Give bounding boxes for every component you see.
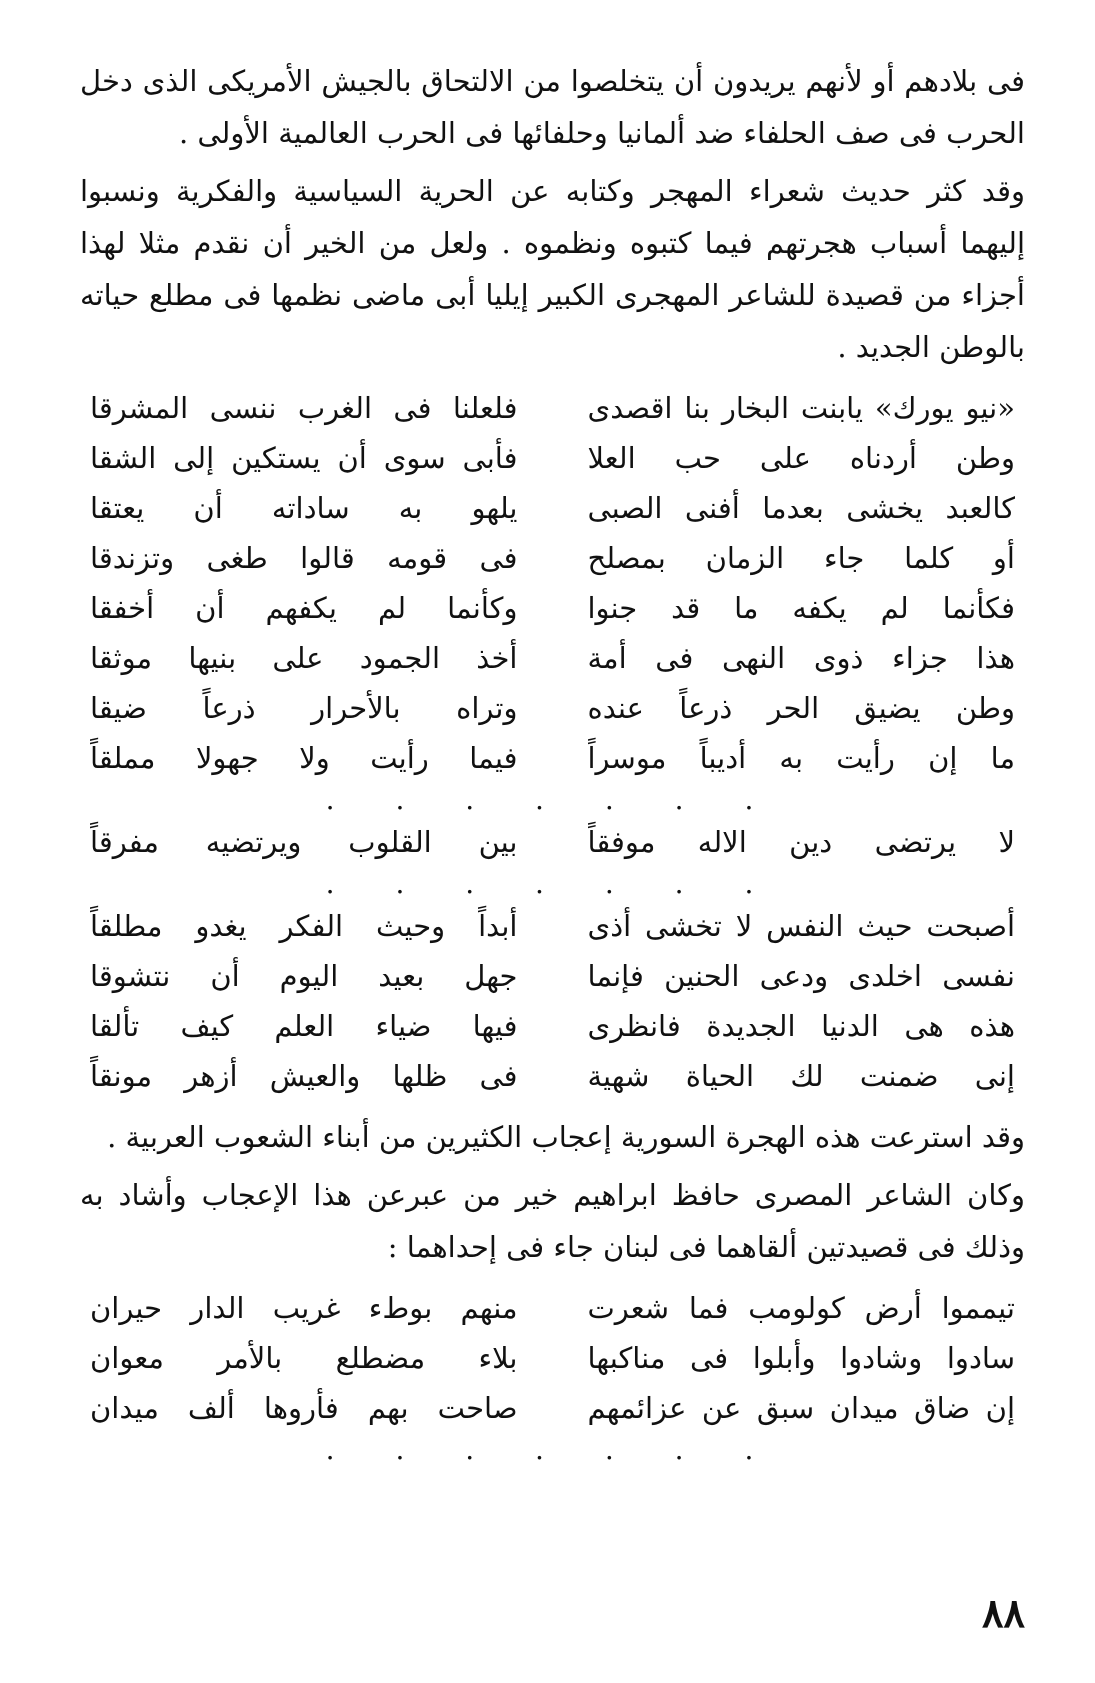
verse-right: ما إن رأيت به أديباً موسراً xyxy=(587,741,1015,775)
verse-left: جهل بعيد اليوم أن نتشوقا xyxy=(90,959,518,993)
paragraph-admiration: وقد استرعت هذه الهجرة السورية إعجاب الكثيرين من أبناء الشعوب العربية . xyxy=(107,1120,1025,1154)
verse-right: تيمموا أرض كولومب فما شعرت xyxy=(587,1291,1015,1325)
verse-right: هذا جزاء ذوى النهى فى أمة xyxy=(587,641,1015,675)
verse-left: فيها ضياء العلم كيف تألقا xyxy=(90,1009,518,1043)
paragraph-hafez: وكان الشاعر المصرى حافظ ابراهيم خير من عبرعن هذا الإعجاب وأشاد به وذلك فى قصيدتين ألقاهما فى لبنان جاء فى إحداهما : xyxy=(80,1178,1025,1264)
poem-hafez xyxy=(90,1283,1015,1467)
ellipsis-separator: . . . . . . . xyxy=(325,1433,780,1466)
verse-right: أصبحت حيث النفس لا تخشى أذى xyxy=(587,909,1015,943)
verse-left: فى قومه قالوا طغى وتزندقا xyxy=(90,541,518,575)
verse-left: فلعلنا فى الغرب ننسى المشرقا xyxy=(90,391,518,425)
verse-right: فكأنما لم يكفه ما قد جنوا xyxy=(587,591,1015,625)
verse-right: وطن أردناه على حب العلا xyxy=(587,441,1015,475)
verse-right: «نيو يورك» يابنت البخار بنا اقصدى xyxy=(587,391,1015,425)
verse-right: إن ضاق ميدان سبق عن عزائمهم xyxy=(587,1391,1015,1425)
verse-right: وطن يضيق الحر ذرعاً عنده xyxy=(587,691,1015,725)
paragraph-intro: فى بلادهم أو لأنهم يريدون أن يتخلصوا من الالتحاق بالجيش الأمريكى الذى دخل الحرب فى صف الحلفاء ضد ألمانيا وحلفائها فى الحرب العالمية الأولى . xyxy=(80,64,1025,150)
page-number: ٨٨ xyxy=(982,1590,1025,1637)
verse-left: صاحت بهم فأروها ألف ميدان xyxy=(90,1391,518,1425)
verse-right: لا يرتضى دين الاله موفقاً xyxy=(587,825,1015,859)
verse-left: أبداً وحيث الفكر يغدو مطلقاً xyxy=(90,909,518,943)
verse-left: بين القلوب ويرتضيه مفرقاً xyxy=(90,825,518,859)
verse-right: كالعبد يخشى بعدما أفنى الصبى xyxy=(587,491,1015,525)
verse-right: نفسى اخلدى ودعى الحنين فإنما xyxy=(587,959,1015,993)
verse-left: فأبى سوى أن يستكين إلى الشقا xyxy=(90,441,518,475)
verse-left: يلهو به ساداته أن يعتقا xyxy=(90,491,518,525)
verse-right: إنى ضمنت لك الحياة شهية xyxy=(587,1059,1015,1093)
ellipsis-separator: . . . . . . . xyxy=(325,867,780,900)
ellipsis-separator: . . . . . . . xyxy=(325,783,780,816)
verse-right: هذه هى الدنيا الجديدة فانظرى xyxy=(587,1009,1015,1043)
verse-left: منهم بوطء غريب الدار حيران xyxy=(90,1291,518,1325)
verse-left: وتراه بالأحرار ذرعاً ضيقا xyxy=(90,691,518,725)
verse-right: سادوا وشادوا وأبلوا فى مناكبها xyxy=(587,1341,1015,1375)
verse-left: بلاء مضطلع بالأمر معوان xyxy=(90,1341,518,1375)
verse-left: فيما رأيت ولا جهولا مملقاً xyxy=(90,741,518,775)
verse-left: أخذ الجمود على بنيها موثقا xyxy=(90,641,518,675)
verse-left: وكأنما لم يكفهم أن أخفقا xyxy=(90,591,518,625)
verse-right: أو كلما جاء الزمان بمصلح xyxy=(587,541,1015,575)
paragraph-freedom: وقد كثر حديث شعراء المهجر وكتابه عن الحرية السياسية والفكرية ونسبوا إليهما أسباب هجرتهم فيما كتبوه ونظموه . ولعل من الخير أن نقدم مثلا لهذا أجزاء من قصيدة للشاعر المهجرى الكبير إيليا أبى ماضى نظمها فى مطلع حياته بالوطن الجديد . xyxy=(80,174,1025,364)
verse-left: فى ظلها والعيش أزهر مونقاً xyxy=(90,1059,518,1093)
poem-new-york xyxy=(90,383,1015,1101)
